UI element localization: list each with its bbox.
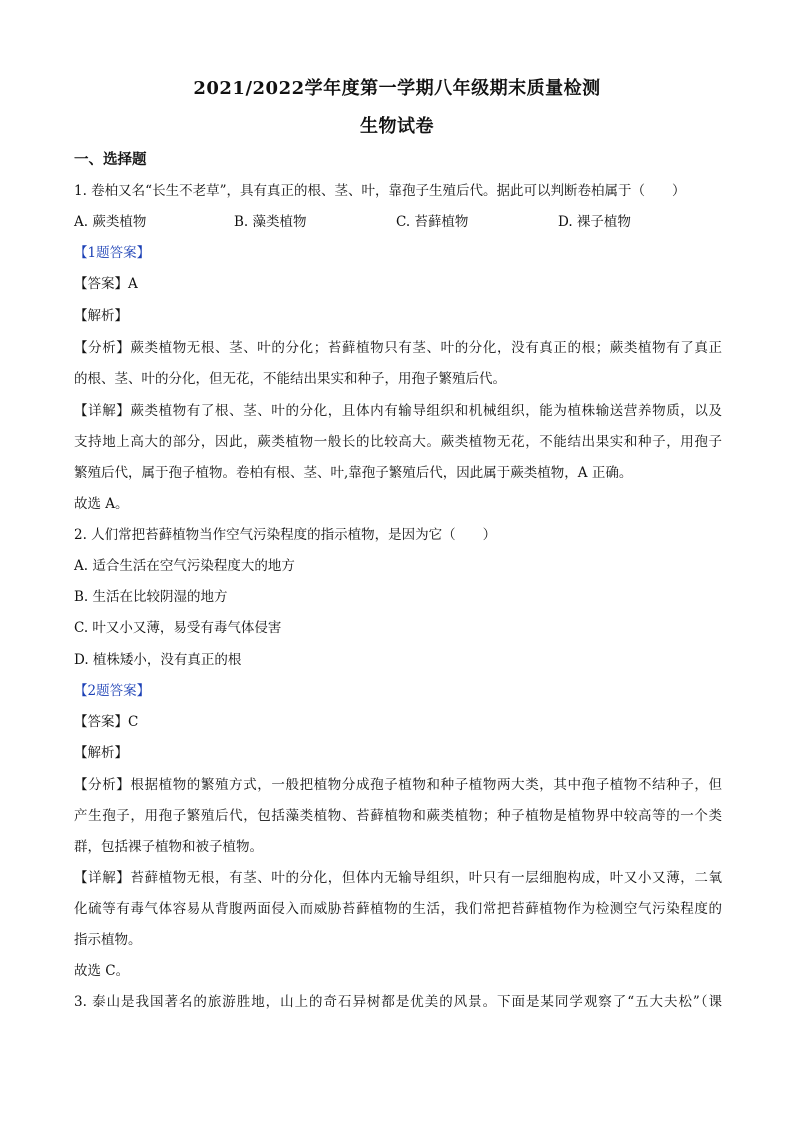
- q2-conclusion: 故选 C。: [74, 963, 130, 979]
- q2-option-a: A. 适合生活在空气污染程度大的地方: [74, 558, 295, 574]
- exam-subtitle: 生物试卷: [360, 116, 434, 137]
- q2-detail-line: 指示植物。: [74, 932, 142, 948]
- q1-detail-line: 繁殖后代，属于孢子植物。卷柏有根、茎、叶,靠孢子繁殖后代，因此属于蕨类植物，A 正确。: [74, 465, 633, 481]
- q2-answer: 【答案】C: [74, 714, 139, 730]
- q2-answer-tag: 【2题答案】: [74, 683, 151, 699]
- q1-option-c: C. 苔藓植物: [396, 214, 469, 230]
- q1-option-b: B. 藻类植物: [234, 214, 307, 230]
- q2-option-d: D. 植株矮小，没有真正的根: [74, 652, 242, 668]
- q2-option-b: B. 生活在比较阴湿的地方: [74, 589, 228, 605]
- q2-detail-line: 化硫等有毒气体容易从背腹两面侵入而威胁苔藓植物的生活，我们常把苔藓植物作为检测空气污染程度的: [74, 901, 722, 917]
- exam-title: 2021/2022学年度第一学期八年级期末质量检测: [193, 78, 601, 99]
- q1-conclusion: 故选 A。: [74, 496, 129, 512]
- q2-analysis-line: 产生孢子，用孢子繁殖后代，包括藻类植物、苔藓植物和蕨类植物；种子植物是植物界中较高等的一个类: [74, 808, 722, 824]
- q2-analysis-line: 群，包括裸子植物和被子植物。: [74, 839, 263, 855]
- q2-option-c: C. 叶又小又薄，易受有毒气体侵害: [74, 620, 282, 636]
- q2-stem: 2. 人们常把苔藓植物当作空气污染程度的指示植物，是因为它（ ）: [74, 527, 497, 543]
- q2-detail-line: 【详解】苔藓植物无根，有茎、叶的分化，但体内无输导组织，叶只有一层细胞构成，叶又小又薄，二氧: [74, 870, 722, 886]
- q2-analysis-tag: 【解析】: [74, 745, 128, 761]
- q1-stem: 1. 卷柏又名“长生不老草”，具有真正的根、茎、叶，靠孢子生殖后代。据此可以判断卷柏属于（ ）: [74, 183, 686, 199]
- q1-option-d: D. 裸子植物: [558, 214, 631, 230]
- q1-detail-line: 支持地上高大的部分，因此，蕨类植物一般长的比较高大。蕨类植物无花，不能结出果实和种子，用孢子: [74, 434, 722, 450]
- q1-detail-line: 【详解】蕨类植物有了根、茎、叶的分化，且体内有输导组织和机械组织，能为植株输送营养物质，以及: [74, 403, 722, 419]
- q3-stem: 3. 泰山是我国著名的旅游胜地，山上的奇石异树都是优美的风景。下面是某同学观察了“五大夫松”（课: [74, 994, 722, 1010]
- q1-option-a: A. 蕨类植物: [74, 214, 147, 230]
- q1-answer: 【答案】A: [74, 276, 138, 292]
- q1-analysis-line: 的根、茎、叶的分化，但无花，不能结出果实和种子，用孢子繁殖后代。: [74, 371, 506, 387]
- q1-answer-tag: 【1题答案】: [74, 245, 151, 261]
- q1-analysis-line: 【分析】蕨类植物无根、茎、叶的分化；苔藓植物只有茎、叶的分化，没有真正的根；蕨类植物有了真正: [74, 340, 722, 356]
- section-heading: 一、选择题: [74, 151, 147, 168]
- q2-analysis-line: 【分析】根据植物的繁殖方式，一般把植物分成孢子植物和种子植物两大类，其中孢子植物不结种子，但: [74, 777, 722, 793]
- q1-analysis-tag: 【解析】: [74, 308, 128, 324]
